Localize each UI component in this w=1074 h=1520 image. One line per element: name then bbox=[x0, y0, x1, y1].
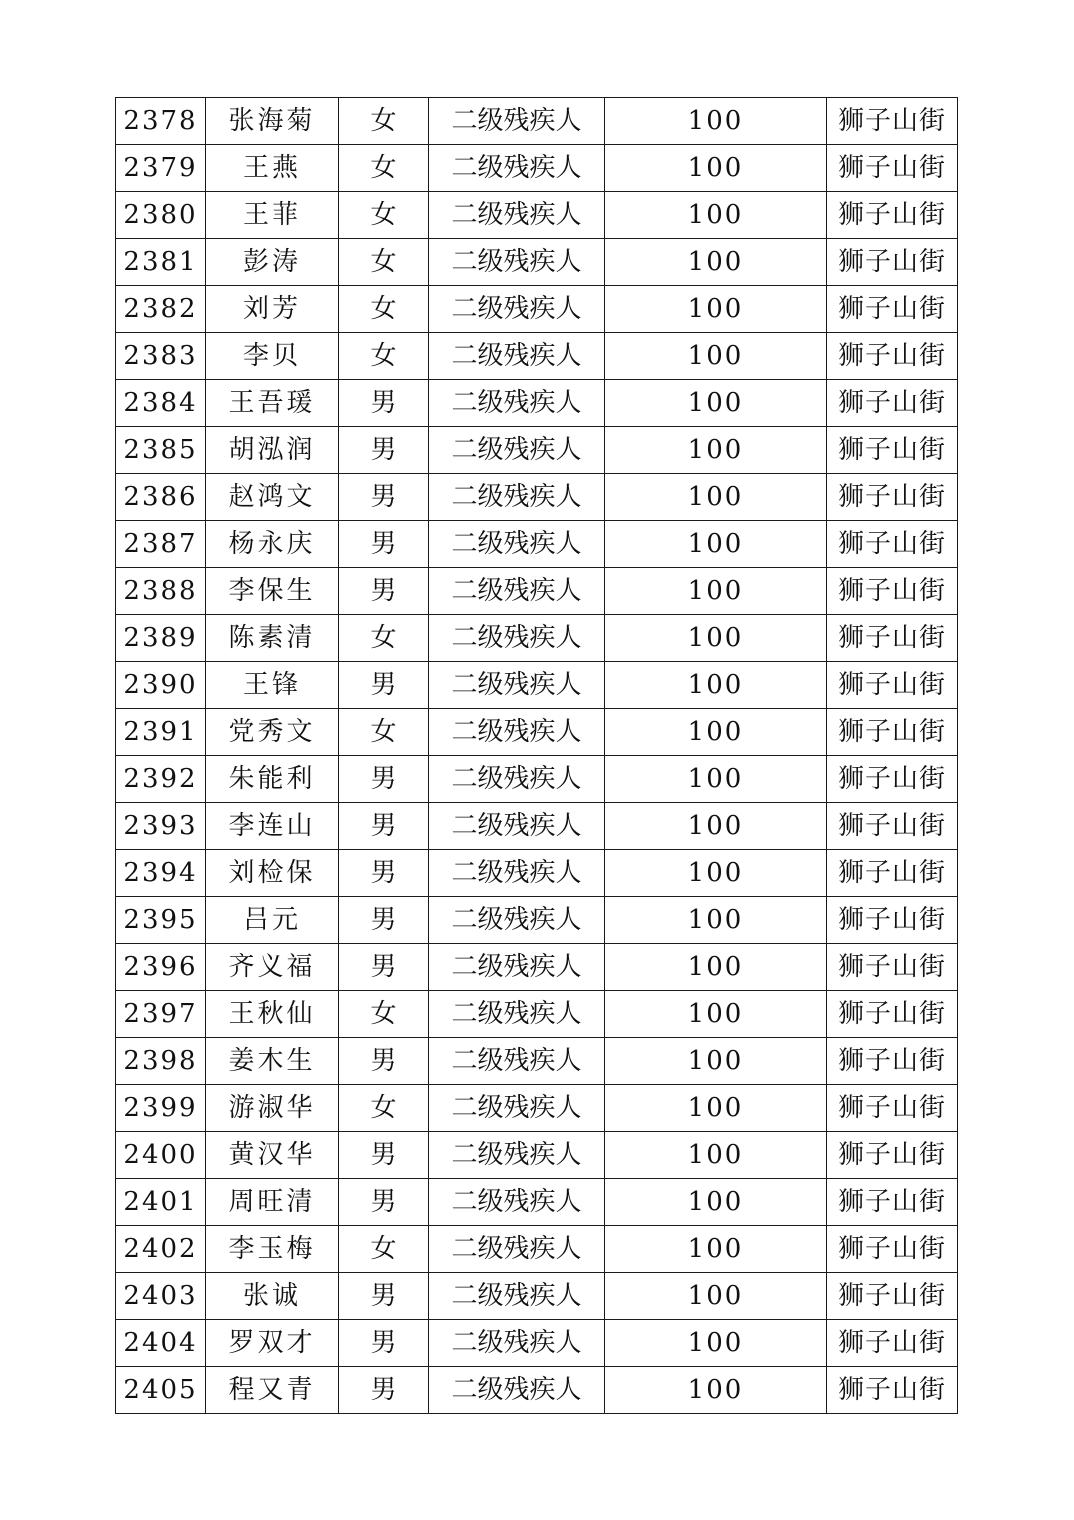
row-number-cell: 2393 bbox=[116, 803, 206, 850]
gender-cell: 男 bbox=[339, 662, 429, 709]
amount-cell: 100 bbox=[605, 1273, 827, 1320]
row-number-cell: 2401 bbox=[116, 1179, 206, 1226]
category-cell: 二级残疾人 bbox=[429, 615, 605, 662]
table-row bbox=[116, 333, 958, 380]
amount-cell: 100 bbox=[605, 1179, 827, 1226]
row-number-cell: 2399 bbox=[116, 1085, 206, 1132]
amount-cell: 100 bbox=[605, 286, 827, 333]
table-row bbox=[116, 615, 958, 662]
gender-cell: 女 bbox=[339, 192, 429, 239]
gender-cell: 女 bbox=[339, 1226, 429, 1273]
amount-cell: 100 bbox=[605, 521, 827, 568]
category-cell: 二级残疾人 bbox=[429, 1226, 605, 1273]
name-cell: 彭涛 bbox=[206, 239, 339, 286]
street-cell: 狮子山街 bbox=[827, 1038, 958, 1085]
table-row bbox=[116, 192, 958, 239]
row-number-cell: 2397 bbox=[116, 991, 206, 1038]
street-cell: 狮子山街 bbox=[827, 286, 958, 333]
name-cell: 王秋仙 bbox=[206, 991, 339, 1038]
gender-cell: 女 bbox=[339, 286, 429, 333]
amount-cell: 100 bbox=[605, 474, 827, 521]
street-cell: 狮子山街 bbox=[827, 944, 958, 991]
name-cell: 罗双才 bbox=[206, 1320, 339, 1367]
table-row bbox=[116, 521, 958, 568]
street-cell: 狮子山街 bbox=[827, 380, 958, 427]
table-row bbox=[116, 1132, 958, 1179]
gender-cell: 男 bbox=[339, 944, 429, 991]
gender-cell: 男 bbox=[339, 1132, 429, 1179]
gender-cell: 男 bbox=[339, 1367, 429, 1414]
table-row bbox=[116, 662, 958, 709]
category-cell: 二级残疾人 bbox=[429, 1367, 605, 1414]
street-cell: 狮子山街 bbox=[827, 756, 958, 803]
name-cell: 刘芳 bbox=[206, 286, 339, 333]
street-cell: 狮子山街 bbox=[827, 427, 958, 474]
gender-cell: 女 bbox=[339, 98, 429, 145]
table-row bbox=[116, 1085, 958, 1132]
category-cell: 二级残疾人 bbox=[429, 98, 605, 145]
category-cell: 二级残疾人 bbox=[429, 286, 605, 333]
gender-cell: 男 bbox=[339, 474, 429, 521]
amount-cell: 100 bbox=[605, 1367, 827, 1414]
amount-cell: 100 bbox=[605, 98, 827, 145]
street-cell: 狮子山街 bbox=[827, 850, 958, 897]
row-number-cell: 2388 bbox=[116, 568, 206, 615]
row-number-cell: 2405 bbox=[116, 1367, 206, 1414]
gender-cell: 女 bbox=[339, 333, 429, 380]
row-number-cell: 2391 bbox=[116, 709, 206, 756]
street-cell: 狮子山街 bbox=[827, 1179, 958, 1226]
name-cell: 吕元 bbox=[206, 897, 339, 944]
gender-cell: 男 bbox=[339, 1179, 429, 1226]
street-cell: 狮子山街 bbox=[827, 897, 958, 944]
category-cell: 二级残疾人 bbox=[429, 333, 605, 380]
gender-cell: 男 bbox=[339, 1038, 429, 1085]
table-row bbox=[116, 1179, 958, 1226]
category-cell: 二级残疾人 bbox=[429, 1320, 605, 1367]
category-cell: 二级残疾人 bbox=[429, 380, 605, 427]
street-cell: 狮子山街 bbox=[827, 98, 958, 145]
name-cell: 周旺清 bbox=[206, 1179, 339, 1226]
gender-cell: 女 bbox=[339, 1085, 429, 1132]
category-cell: 二级残疾人 bbox=[429, 803, 605, 850]
amount-cell: 100 bbox=[605, 1085, 827, 1132]
category-cell: 二级残疾人 bbox=[429, 709, 605, 756]
category-cell: 二级残疾人 bbox=[429, 427, 605, 474]
category-cell: 二级残疾人 bbox=[429, 1132, 605, 1179]
amount-cell: 100 bbox=[605, 1226, 827, 1273]
street-cell: 狮子山街 bbox=[827, 521, 958, 568]
row-number-cell: 2379 bbox=[116, 145, 206, 192]
gender-cell: 女 bbox=[339, 991, 429, 1038]
category-cell: 二级残疾人 bbox=[429, 239, 605, 286]
gender-cell: 男 bbox=[339, 897, 429, 944]
table-row bbox=[116, 145, 958, 192]
row-number-cell: 2381 bbox=[116, 239, 206, 286]
street-cell: 狮子山街 bbox=[827, 803, 958, 850]
table-row bbox=[116, 756, 958, 803]
row-number-cell: 2383 bbox=[116, 333, 206, 380]
category-cell: 二级残疾人 bbox=[429, 1038, 605, 1085]
category-cell: 二级残疾人 bbox=[429, 145, 605, 192]
name-cell: 赵鸿文 bbox=[206, 474, 339, 521]
street-cell: 狮子山街 bbox=[827, 474, 958, 521]
name-cell: 李玉梅 bbox=[206, 1226, 339, 1273]
amount-cell: 100 bbox=[605, 756, 827, 803]
category-cell: 二级残疾人 bbox=[429, 192, 605, 239]
name-cell: 王吾瑗 bbox=[206, 380, 339, 427]
street-cell: 狮子山街 bbox=[827, 662, 958, 709]
street-cell: 狮子山街 bbox=[827, 1320, 958, 1367]
gender-cell: 男 bbox=[339, 803, 429, 850]
street-cell: 狮子山街 bbox=[827, 145, 958, 192]
row-number-cell: 2404 bbox=[116, 1320, 206, 1367]
table-row bbox=[116, 380, 958, 427]
name-cell: 黄汉华 bbox=[206, 1132, 339, 1179]
amount-cell: 100 bbox=[605, 1132, 827, 1179]
row-number-cell: 2382 bbox=[116, 286, 206, 333]
street-cell: 狮子山街 bbox=[827, 568, 958, 615]
street-cell: 狮子山街 bbox=[827, 1367, 958, 1414]
category-cell: 二级残疾人 bbox=[429, 1085, 605, 1132]
gender-cell: 男 bbox=[339, 427, 429, 474]
category-cell: 二级残疾人 bbox=[429, 1179, 605, 1226]
row-number-cell: 2403 bbox=[116, 1273, 206, 1320]
name-cell: 游淑华 bbox=[206, 1085, 339, 1132]
name-cell: 王菲 bbox=[206, 192, 339, 239]
amount-cell: 100 bbox=[605, 803, 827, 850]
table-row bbox=[116, 944, 958, 991]
street-cell: 狮子山街 bbox=[827, 1273, 958, 1320]
row-number-cell: 2395 bbox=[116, 897, 206, 944]
table-row bbox=[116, 850, 958, 897]
amount-cell: 100 bbox=[605, 991, 827, 1038]
street-cell: 狮子山街 bbox=[827, 709, 958, 756]
beneficiary-table bbox=[115, 97, 958, 1414]
row-number-cell: 2390 bbox=[116, 662, 206, 709]
gender-cell: 男 bbox=[339, 1320, 429, 1367]
gender-cell: 女 bbox=[339, 239, 429, 286]
row-number-cell: 2398 bbox=[116, 1038, 206, 1085]
amount-cell: 100 bbox=[605, 615, 827, 662]
gender-cell: 男 bbox=[339, 850, 429, 897]
amount-cell: 100 bbox=[605, 568, 827, 615]
name-cell: 张海菊 bbox=[206, 98, 339, 145]
gender-cell: 男 bbox=[339, 568, 429, 615]
table-row bbox=[116, 991, 958, 1038]
table-row bbox=[116, 1320, 958, 1367]
amount-cell: 100 bbox=[605, 145, 827, 192]
category-cell: 二级残疾人 bbox=[429, 568, 605, 615]
name-cell: 齐义福 bbox=[206, 944, 339, 991]
row-number-cell: 2402 bbox=[116, 1226, 206, 1273]
street-cell: 狮子山街 bbox=[827, 192, 958, 239]
table-row bbox=[116, 239, 958, 286]
amount-cell: 100 bbox=[605, 850, 827, 897]
row-number-cell: 2392 bbox=[116, 756, 206, 803]
name-cell: 杨永庆 bbox=[206, 521, 339, 568]
table-row bbox=[116, 98, 958, 145]
name-cell: 李贝 bbox=[206, 333, 339, 380]
category-cell: 二级残疾人 bbox=[429, 521, 605, 568]
gender-cell: 男 bbox=[339, 521, 429, 568]
amount-cell: 100 bbox=[605, 709, 827, 756]
name-cell: 刘检保 bbox=[206, 850, 339, 897]
name-cell: 王燕 bbox=[206, 145, 339, 192]
amount-cell: 100 bbox=[605, 1038, 827, 1085]
table-row bbox=[116, 1038, 958, 1085]
row-number-cell: 2396 bbox=[116, 944, 206, 991]
table-row bbox=[116, 1226, 958, 1273]
name-cell: 王锋 bbox=[206, 662, 339, 709]
gender-cell: 男 bbox=[339, 756, 429, 803]
table-row bbox=[116, 474, 958, 521]
table-row bbox=[116, 568, 958, 615]
amount-cell: 100 bbox=[605, 427, 827, 474]
category-cell: 二级残疾人 bbox=[429, 944, 605, 991]
amount-cell: 100 bbox=[605, 192, 827, 239]
street-cell: 狮子山街 bbox=[827, 239, 958, 286]
amount-cell: 100 bbox=[605, 897, 827, 944]
gender-cell: 男 bbox=[339, 1273, 429, 1320]
street-cell: 狮子山街 bbox=[827, 1226, 958, 1273]
name-cell: 姜木生 bbox=[206, 1038, 339, 1085]
table-row bbox=[116, 709, 958, 756]
gender-cell: 女 bbox=[339, 709, 429, 756]
category-cell: 二级残疾人 bbox=[429, 991, 605, 1038]
name-cell: 李保生 bbox=[206, 568, 339, 615]
name-cell: 张诚 bbox=[206, 1273, 339, 1320]
row-number-cell: 2394 bbox=[116, 850, 206, 897]
row-number-cell: 2389 bbox=[116, 615, 206, 662]
category-cell: 二级残疾人 bbox=[429, 897, 605, 944]
amount-cell: 100 bbox=[605, 944, 827, 991]
table-body bbox=[116, 98, 958, 1414]
street-cell: 狮子山街 bbox=[827, 615, 958, 662]
row-number-cell: 2386 bbox=[116, 474, 206, 521]
amount-cell: 100 bbox=[605, 239, 827, 286]
table-row bbox=[116, 1273, 958, 1320]
amount-cell: 100 bbox=[605, 662, 827, 709]
row-number-cell: 2387 bbox=[116, 521, 206, 568]
street-cell: 狮子山街 bbox=[827, 333, 958, 380]
street-cell: 狮子山街 bbox=[827, 991, 958, 1038]
category-cell: 二级残疾人 bbox=[429, 850, 605, 897]
amount-cell: 100 bbox=[605, 380, 827, 427]
row-number-cell: 2378 bbox=[116, 98, 206, 145]
gender-cell: 男 bbox=[339, 380, 429, 427]
table-row bbox=[116, 1367, 958, 1414]
category-cell: 二级残疾人 bbox=[429, 474, 605, 521]
name-cell: 李连山 bbox=[206, 803, 339, 850]
table-row bbox=[116, 803, 958, 850]
category-cell: 二级残疾人 bbox=[429, 1273, 605, 1320]
amount-cell: 100 bbox=[605, 333, 827, 380]
row-number-cell: 2385 bbox=[116, 427, 206, 474]
name-cell: 朱能利 bbox=[206, 756, 339, 803]
row-number-cell: 2380 bbox=[116, 192, 206, 239]
row-number-cell: 2384 bbox=[116, 380, 206, 427]
amount-cell: 100 bbox=[605, 1320, 827, 1367]
street-cell: 狮子山街 bbox=[827, 1085, 958, 1132]
row-number-cell: 2400 bbox=[116, 1132, 206, 1179]
gender-cell: 女 bbox=[339, 145, 429, 192]
table-row bbox=[116, 427, 958, 474]
category-cell: 二级残疾人 bbox=[429, 662, 605, 709]
name-cell: 陈素清 bbox=[206, 615, 339, 662]
gender-cell: 女 bbox=[339, 615, 429, 662]
name-cell: 胡泓润 bbox=[206, 427, 339, 474]
table-row bbox=[116, 286, 958, 333]
name-cell: 程又青 bbox=[206, 1367, 339, 1414]
name-cell: 党秀文 bbox=[206, 709, 339, 756]
street-cell: 狮子山街 bbox=[827, 1132, 958, 1179]
table-row bbox=[116, 897, 958, 944]
category-cell: 二级残疾人 bbox=[429, 756, 605, 803]
